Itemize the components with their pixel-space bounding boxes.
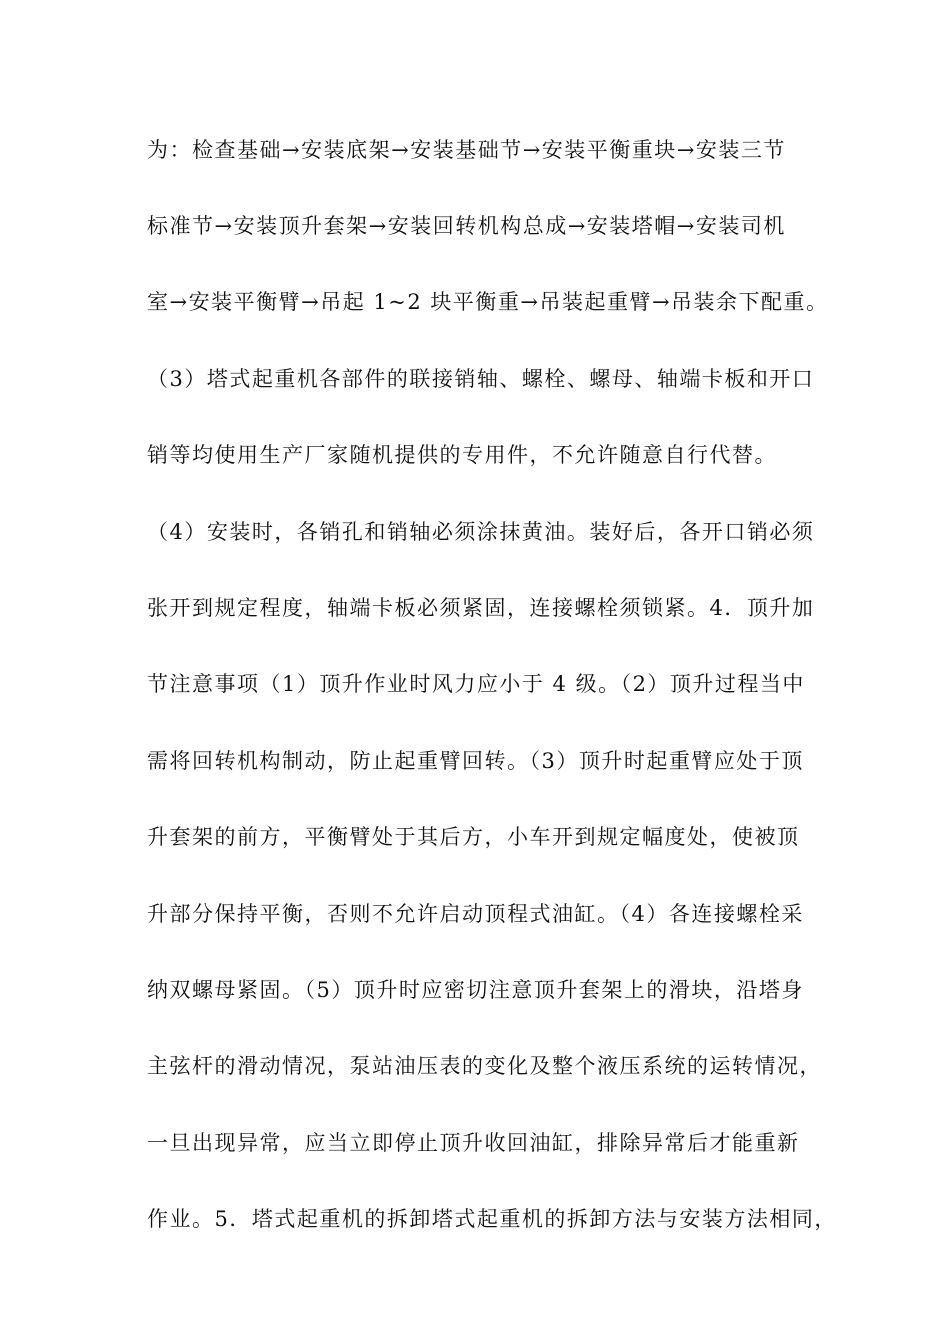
text-line: 纳双螺母紧固。（5）顶升时应密切注意顶升套架上的滑块，沿塔身 <box>147 978 804 1002</box>
text-line: 为：检查基础→安装底架→安装基础节→安装平衡重块→安装三节 <box>147 138 786 162</box>
text-line: （4）安装时，各销孔和销轴必须涂抹黄油。装好后，各开口销必须 <box>147 520 815 544</box>
text-line: 室→安装平衡臂→吊起 1~2 块平衡重→吊装起重臂→吊装余下配重。 <box>147 290 829 314</box>
text-line: 标准节→安装顶升套架→安装回转机构总成→安装塔帽→安装司机 <box>147 214 786 238</box>
text-line: 需将回转机构制动，防止起重臂回转。（3）顶升时起重臂应处于顶 <box>147 749 804 773</box>
text-line: 作业。5．塔式起重机的拆卸塔式起重机的拆卸方法与安装方法相同， <box>147 1207 837 1231</box>
text-line: 主弦杆的滑动情况，泵站油压表的变化及整个液压系统的运转情况， <box>147 1054 822 1078</box>
text-line: 销等均使用生产厂家随机提供的专用件，不允许随意自行代替。 <box>147 443 777 467</box>
text-line: 升套架的前方，平衡臂处于其后方，小车开到规定幅度处，使被顶 <box>147 825 800 849</box>
text-line: 一旦出现异常，应当立即停止顶升收回油缸，排除异常后才能重新 <box>147 1131 800 1155</box>
text-line: 节注意事项（1）顶升作业时风力应小于 4 级。（2）顶升过程当中 <box>147 672 805 696</box>
text-line: （3）塔式起重机各部件的联接销轴、螺栓、螺母、轴端卡板和开口 <box>147 367 815 391</box>
text-line: 张开到规定程度，轴端卡板必须紧固，连接螺栓须锁紧。4．顶升加 <box>147 596 815 620</box>
text-line: 升部分保持平衡，否则不允许启动顶程式油缸。（4）各连接螺栓采 <box>147 902 804 926</box>
